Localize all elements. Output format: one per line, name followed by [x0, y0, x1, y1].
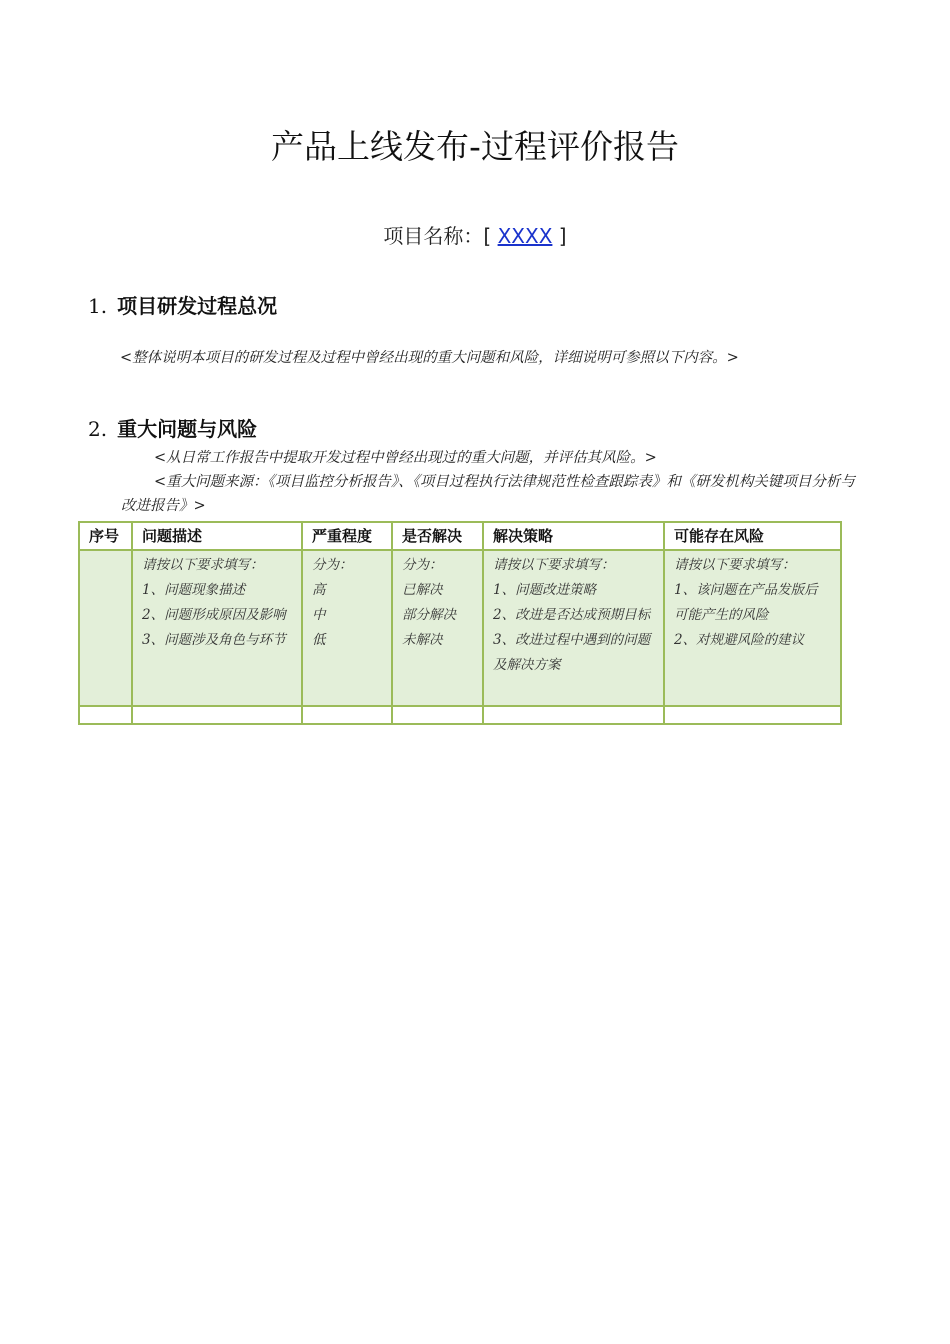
- guide-line: 2、对规避风险的建议: [674, 632, 805, 648]
- project-name-link[interactable]: XXXX: [497, 224, 553, 248]
- cell-description[interactable]: [132, 550, 302, 706]
- guide-line: 1、问题改进策略: [493, 582, 597, 598]
- header-risk: 可能存在风险: [664, 522, 841, 550]
- table-header-row: [79, 522, 841, 550]
- guide-line: 1、该问题在产品发版后可能产生的风险: [674, 582, 818, 623]
- section-2-note-1: <从日常工作报告中提取开发过程中曾经出现过的重大问题，并评估其风险。>: [154, 450, 657, 466]
- header-resolved: 是否解决: [392, 522, 483, 550]
- cell-strategy[interactable]: [483, 550, 664, 706]
- header-severity: 严重程度: [302, 522, 392, 550]
- guide-line: 低: [312, 632, 326, 648]
- section-1-number: 1.: [88, 294, 108, 318]
- table-row-empty: [79, 706, 841, 724]
- project-name-line: [0, 222, 950, 250]
- guide-line: 3、问题涉及角色与环节: [142, 632, 286, 648]
- guide-line: 高: [312, 582, 326, 598]
- guide-line: 2、改进是否达成预期目标: [493, 607, 651, 623]
- guide-line: 1、问题现象描述: [142, 582, 246, 598]
- guide-line: 部分解决: [402, 607, 456, 623]
- cell-severity[interactable]: [302, 550, 392, 706]
- guide-line: 未解决: [402, 632, 443, 648]
- cell-seq[interactable]: [79, 550, 132, 706]
- section-2-title: 重大问题与风险: [117, 417, 258, 441]
- table-row-guide: [79, 550, 841, 706]
- section-1-heading: [88, 292, 277, 320]
- guide-line: 已解决: [402, 582, 443, 598]
- guide-line: 请按以下要求填写：: [142, 557, 264, 573]
- section-1-title: 项目研发过程总况: [117, 294, 278, 318]
- guide-line: 2、问题形成原因及影响: [142, 607, 286, 623]
- guide-line: 分为：: [402, 557, 443, 573]
- guide-line: 请按以下要求填写：: [674, 557, 796, 573]
- guide-line: 请按以下要求填写：: [493, 557, 615, 573]
- header-seq: 序号: [79, 522, 132, 550]
- document-title: 产品上线发布-过程评价报告: [271, 127, 679, 166]
- cell-empty[interactable]: [392, 706, 483, 724]
- header-description: 问题描述: [132, 522, 302, 550]
- header-strategy: 解决策略: [483, 522, 664, 550]
- cell-risk[interactable]: [664, 550, 841, 706]
- cell-resolved[interactable]: [392, 550, 483, 706]
- bracket-open: [: [483, 224, 492, 248]
- bracket-close: ]: [558, 224, 567, 248]
- section-1-note: <整体说明本项目的研发过程及过程中曾经出现的重大问题和风险，详细说明可参照以下内容。>: [120, 350, 739, 366]
- section-2-heading: [88, 415, 257, 443]
- cell-empty[interactable]: [79, 706, 132, 724]
- cell-empty[interactable]: [132, 706, 302, 724]
- cell-empty[interactable]: [664, 706, 841, 724]
- section-2-note-2: <重大问题来源：《项目监控分析报告》、《项目过程执行法律规范性检查跟踪表》和《研发机构关键项目分析与改进报告》>: [121, 474, 855, 514]
- project-name-label: 项目名称：: [383, 224, 484, 248]
- cell-empty[interactable]: [302, 706, 392, 724]
- issues-table: [78, 521, 842, 725]
- guide-line: 分为：: [312, 557, 353, 573]
- cell-empty[interactable]: [483, 706, 664, 724]
- section-2-number: 2.: [88, 417, 108, 441]
- guide-line: 3、改进过程中遇到的问题及解决方案: [493, 632, 651, 673]
- guide-line: 中: [312, 607, 326, 623]
